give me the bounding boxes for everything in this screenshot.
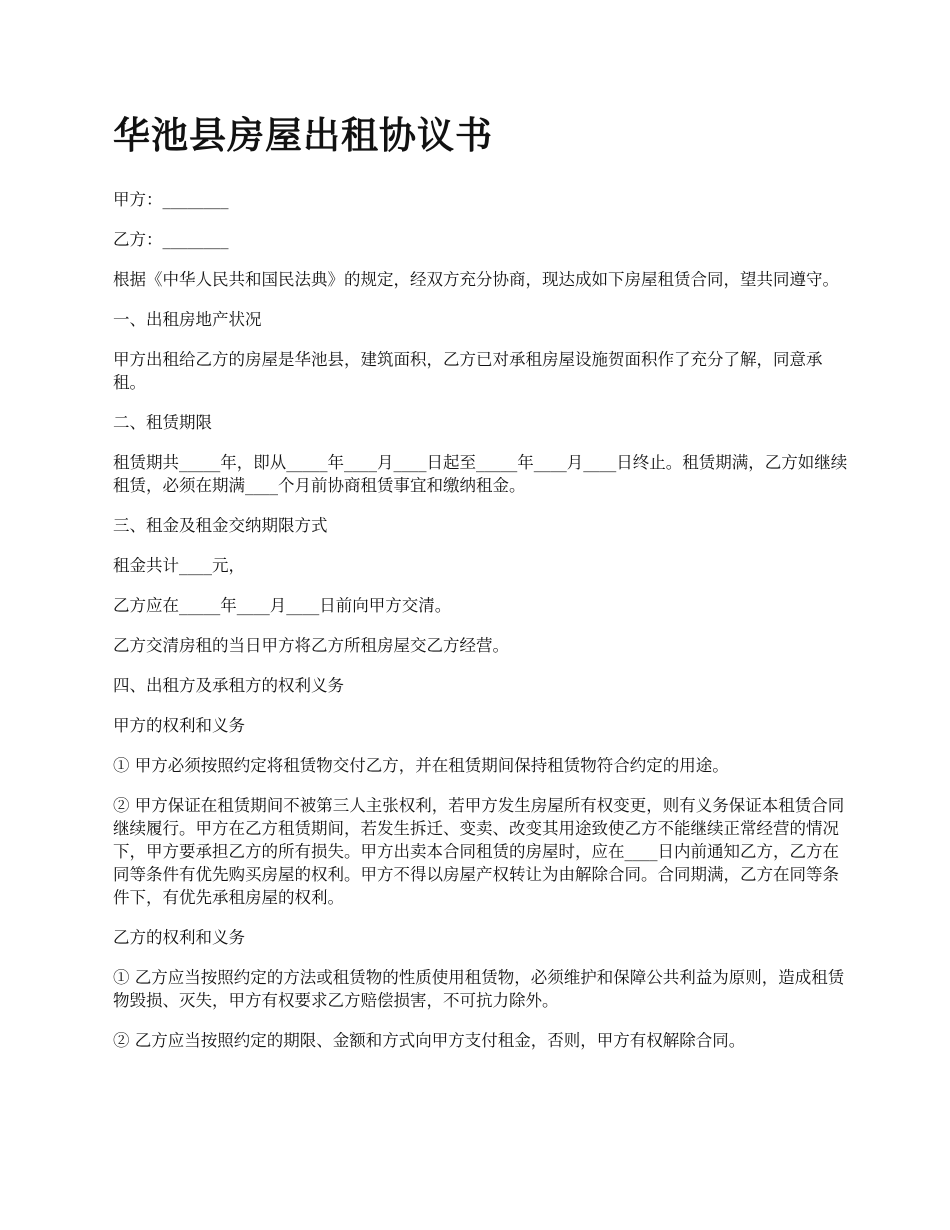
subheading-party-b-rights: 乙方的权利和义务 [113, 928, 245, 947]
party-a-clause-1: ① 甲方必须按照约定将租赁物交付乙方，并在租赁期间保持租赁物符合约定的用途。 [113, 756, 729, 775]
party-b-line: 乙方：________ [113, 230, 229, 249]
section-heading-term: 二、租赁期限 [113, 413, 212, 432]
section-heading-property: 一、出租房地产状况 [113, 310, 262, 329]
party-a-line: 甲方：________ [113, 190, 229, 209]
party-b-clause-2: ② 乙方应当按照约定的期限、金额和方式向甲方支付租金，否则，甲方有权解除合同。 [113, 1031, 746, 1050]
section-heading-rights: 四、出租方及承租方的权利义务 [113, 676, 344, 695]
party-a-clause-2: ② 甲方保证在租赁期间不被第三人主张权利，若甲方发生房屋所有权变更，则有义务保证本租赁合同继续履行。甲方在乙方租赁期间，若发生拆迁、变卖、改变其用途致使乙方不能继续正常经营的情况下，甲方要承担乙方的所有损失。甲方出卖本合同租赁的房屋时，应在____日内前通知乙方，乙方在同等条件有优先购买房屋的权利。甲方不得以房屋产权转让为由解除合同。合同期满，乙方在同等条件下，有优先承租房屋的权利。 [113, 796, 845, 907]
subheading-party-a-rights: 甲方的权利和义务 [113, 716, 245, 735]
document-page [113, 110, 853, 1069]
term-paragraph: 租赁期共_____年，即从_____年____月____日起至_____年____月____日终止。租赁期满，乙方如继续租赁，必须在期满____个月前协商租赁事宜和缴纳租金。 [113, 453, 848, 495]
section-heading-rent: 三、租金及租金交纳期限方式 [113, 516, 328, 535]
rent-total-paragraph: 租金共计____元， [113, 556, 245, 575]
rent-deadline-paragraph: 乙方应在_____年____月____日前向甲方交清。 [113, 596, 452, 615]
handover-paragraph: 乙方交清房租的当日甲方将乙方所租房屋交乙方经营。 [113, 636, 509, 655]
party-b-clause-1: ① 乙方应当按照约定的方法或租赁物的性质使用租赁物，必须维护和保障公共利益为原则，造成租赁物毁损、灭失，甲方有权要求乙方赔偿损害，不可抗力除外。 [113, 968, 845, 1010]
property-paragraph: 甲方出租给乙方的房屋是华池县，建筑面积，乙方已对承租房屋设施贺面积作了充分了解，同意承租。 [113, 350, 823, 392]
document-title: 华池县房屋出租协议书 [113, 114, 493, 157]
preamble-paragraph: 根据《中华人民共和国民法典》的规定，经双方充分协商，现达成如下房屋租赁合同，望共同遵守。 [113, 270, 839, 289]
